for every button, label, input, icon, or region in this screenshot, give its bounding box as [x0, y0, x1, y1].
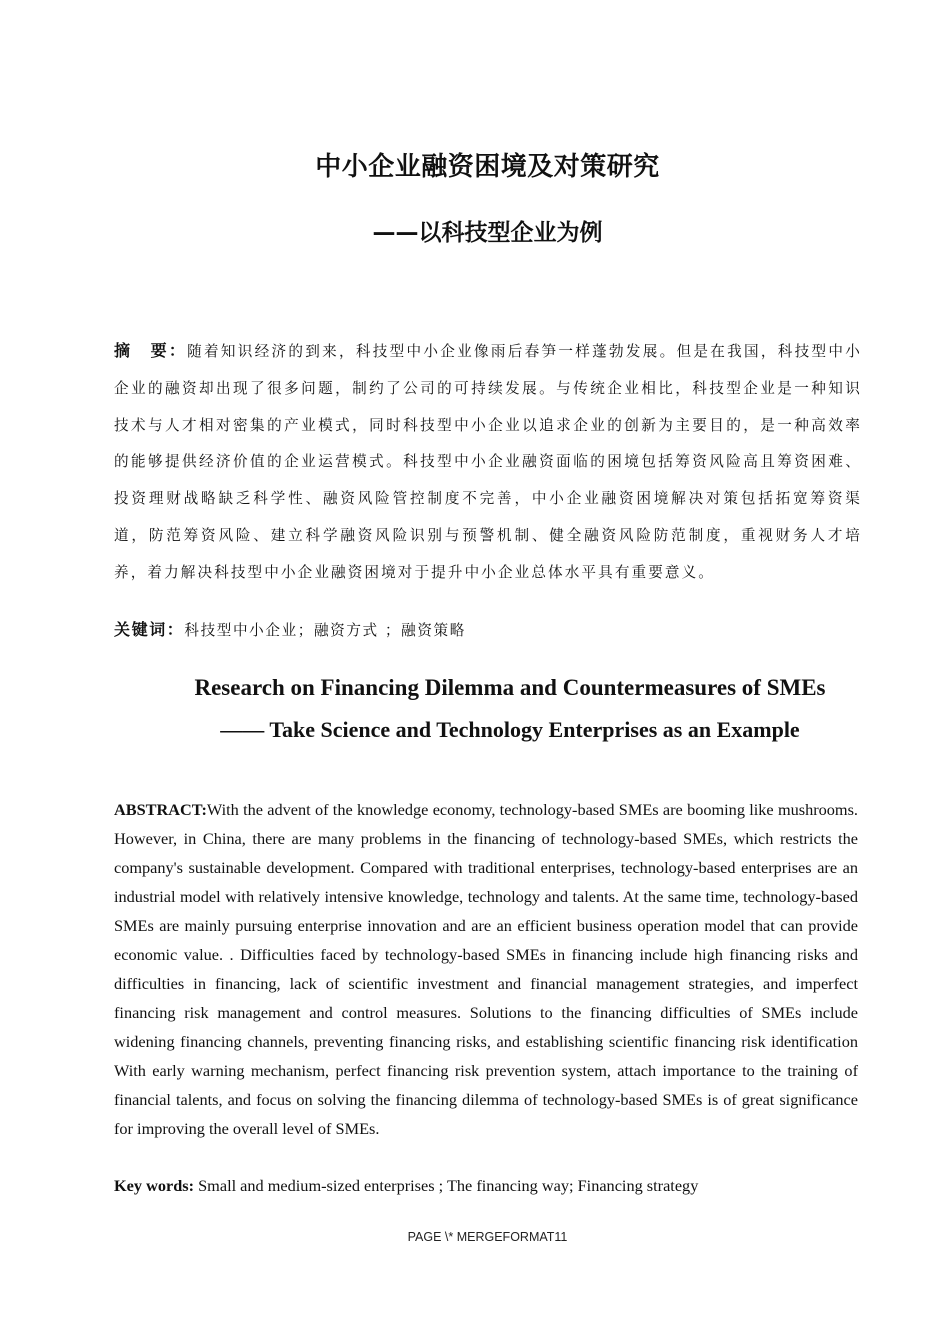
abstract-chinese [114, 333, 862, 592]
page-footer: PAGE \* MERGEFORMAT11 [407, 1230, 568, 1244]
keywords-english-label: Key words: [114, 1176, 195, 1195]
keywords-chinese-label: 关键词： [114, 620, 185, 639]
keywords-english [114, 1172, 858, 1200]
abstract-english-label: ABSTRACT: [114, 800, 207, 819]
title-chinese: 中小企业融资困境及对策研究 [315, 152, 660, 182]
subtitle-english: —— Take Science and Technology Enterprises as an Example [220, 717, 800, 742]
keywords-chinese-text: 科技型中小企业；融资方式 ；融资策略 [184, 622, 466, 639]
subtitle-chinese: ——以科技型企业为例 [372, 220, 603, 246]
abstract-english-text: With the advent of the knowledge economy, technology-based SMEs are booming like mushrooms. However, in China, there are many problems in the financing of technology-based SMEs, which restricts the company's sustainable development. Compared with traditional enterprises, technology-based enterprises are an industrial model with relatively intensive knowledge, technology and talents. At the same time, technology-based SMEs are mainly pursuing enterprise innovation and are an efficient business operation model that can provide economic value. . Difficulties faced by technology-based SMEs in financing include high financing risks and difficulties in financing, lack of scientific investment and financial management strategies, and imperfect financing risk management and control measures. Solutions to the financing difficulties of SMEs include widening financing channels, preventing financing risks, and establishing scientific financing risk identification With early warning mechanism, perfect financing risk prevention system, attach importance to the training of financial talents, and focus on solving the financing dilemma of technology-based SMEs is of great significance for improving the overall level of SMEs. [114, 800, 858, 1138]
abstract-chinese-text: 随着知识经济的到来，科技型中小企业像雨后春笋一样蓬勃发展。但是在我国，科技型中小企业的融资却出现了很多问题，制约了公司的可持续发展。与传统企业相比，科技型企业是一种知识技术与人才相对密集的产业模式，同时科技型中小企业以追求企业的创新为主要目的，是一种高效率的能够提供经济价值的企业运营模式。科技型中小企业融资面临的困境包括筹资风险高且筹资困难、投资理财战略缺乏科学性、融资风险管控制度不完善，中小企业融资困境解决对策包括拓宽筹资渠道，防范筹资风险、建立科学融资风险识别与预警机制、健全融资风险防范制度，重视财务人才培养，着力解决科技型中小企业融资困境对于提升中小企业总体水平具有重要意义。 [114, 343, 862, 581]
abstract-english [114, 795, 858, 1143]
keywords-chinese [114, 616, 862, 645]
keywords-english-text: Small and medium-sized enterprises ; The financing way; Financing strategy [194, 1176, 699, 1195]
title-english: Research on Financing Dilemma and Countermeasures of SMEs [194, 675, 826, 700]
abstract-chinese-label: 摘 要： [114, 341, 188, 360]
